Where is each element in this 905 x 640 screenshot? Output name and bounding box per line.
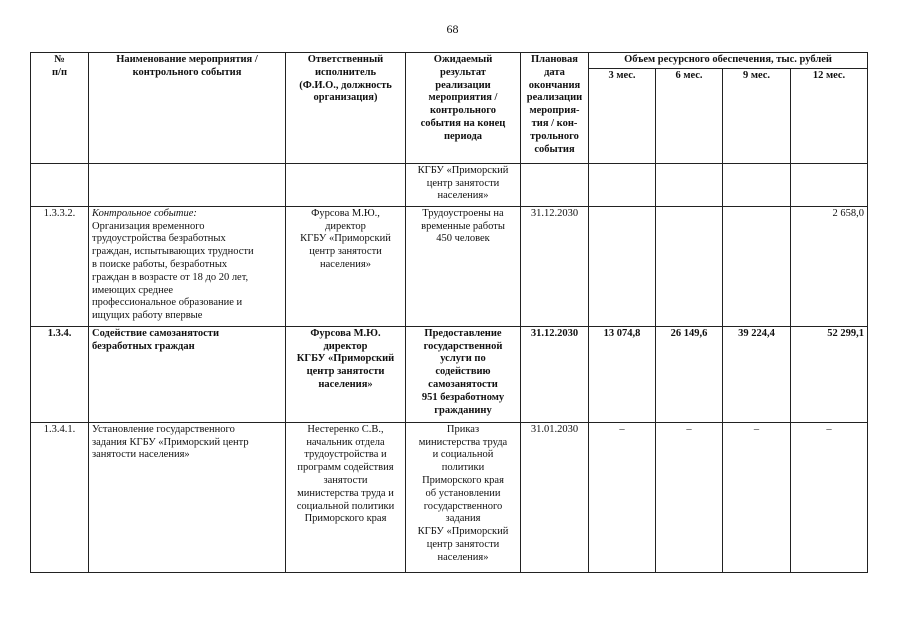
cell-responsible: Нестеренко С.В., начальник отдела трудоустройства и программ содействия занятости министерства труда и социальной политики Приморского края: [286, 422, 406, 572]
cell-month-6: [656, 206, 723, 326]
cell-number: 1.3.4.1.: [31, 422, 89, 572]
cell-planned-date: 31.12.2030: [521, 326, 589, 422]
control-event-label: Контрольное событие:: [92, 207, 197, 219]
header-expected-result: Ожидаемый результат реализации мероприятия / контрольного события на конец периода: [406, 53, 521, 164]
page-number: 68: [446, 22, 459, 36]
cell-planned-date: 31.12.2030: [521, 206, 589, 326]
table-row: [31, 326, 868, 422]
cell-month-9: [723, 163, 791, 206]
header-month-9: 9 мес.: [723, 68, 791, 163]
table-row: [31, 163, 868, 206]
cell-month-9: [723, 206, 791, 326]
header-month-3: 3 мес.: [589, 68, 656, 163]
cell-month-12: 52 299,1: [791, 326, 868, 422]
header-row-1: [31, 53, 868, 69]
cell-planned-date: [521, 163, 589, 206]
table-row: [31, 422, 868, 572]
cell-month-12: –: [791, 422, 868, 572]
cell-number: 1.3.4.: [31, 326, 89, 422]
cell-activity-name: [89, 163, 286, 206]
action-plan-table: [30, 52, 868, 573]
header-responsible: Ответственный исполнитель (Ф.И.О., должность организация): [286, 53, 406, 164]
cell-month-9: 39 224,4: [723, 326, 791, 422]
header-resources: Объем ресурсного обеспечения, тыс. рублей: [589, 53, 868, 69]
header-number: № п/п: [31, 53, 89, 164]
header-month-6: 6 мес.: [656, 68, 723, 163]
header-planned-date: Плановая дата окончания реализации мероприя- тия / кон- трольного события: [521, 53, 589, 164]
cell-month-12: [791, 163, 868, 206]
cell-number: 1.3.3.2.: [31, 206, 89, 326]
cell-responsible: Фурсова М.Ю., директор КГБУ «Приморский центр занятости населения»: [286, 206, 406, 326]
cell-expected-result: Трудоустроены на временные работы 450 человек: [406, 206, 521, 326]
cell-month-3: 13 074,8: [589, 326, 656, 422]
cell-activity-name: Установление государственного задания КГБУ «Приморский центр занятости населения»: [89, 422, 286, 572]
cell-number: [31, 163, 89, 206]
cell-expected-result: Предоставление государственной услуги по содействию самозанятости 951 безработному гражданину: [406, 326, 521, 422]
header-activity-name: Наименование мероприятия / контрольного события: [89, 53, 286, 164]
cell-month-3: –: [589, 422, 656, 572]
cell-expected-result: Приказ министерства труда и социальной политики Приморского края об установлении государственного задания КГБУ «Приморский центр занятости населения»: [406, 422, 521, 572]
cell-responsible: [286, 163, 406, 206]
cell-responsible: Фурсова М.Ю. директор КГБУ «Приморский центр занятости населения»: [286, 326, 406, 422]
cell-month-9: –: [723, 422, 791, 572]
cell-month-6: 26 149,6: [656, 326, 723, 422]
cell-month-3: [589, 206, 656, 326]
table-row: [31, 206, 868, 326]
cell-month-3: [589, 163, 656, 206]
cell-activity-name: [89, 206, 286, 326]
cell-activity-name: Содействие самозанятости безработных граждан: [89, 326, 286, 422]
cell-expected-result: КГБУ «Приморский центр занятости населения»: [406, 163, 521, 206]
cell-month-12: 2 658,0: [791, 206, 868, 326]
cell-planned-date: 31.01.2030: [521, 422, 589, 572]
activity-name-text: Организация временного трудоустройства безработных граждан, испытывающих трудности в поиске работы, безработных граждан в возрасте от 18 до 20 лет, имеющих среднее профессиональное образование и ищущих работу впервые: [92, 220, 254, 322]
cell-month-6: –: [656, 422, 723, 572]
cell-month-6: [656, 163, 723, 206]
header-month-12: 12 мес.: [791, 68, 868, 163]
